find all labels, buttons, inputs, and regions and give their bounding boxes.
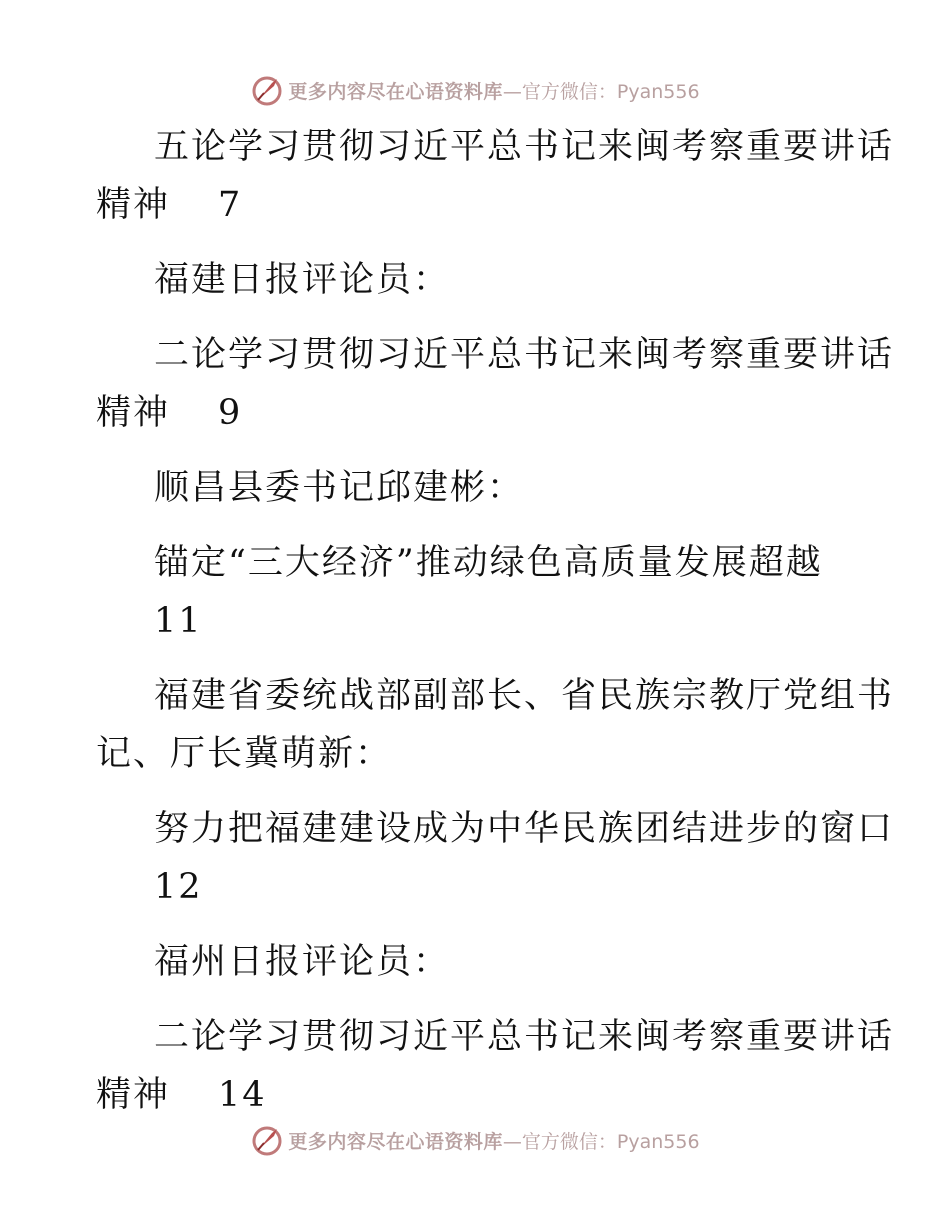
toc-page-number: 11 [154, 601, 203, 641]
toc-title-line: 二论学习贯彻习近平总书记来闽考察重要讲话 [154, 335, 895, 375]
toc-author-line: 顺昌县委书记邱建彬： [154, 468, 525, 508]
quill-logo-icon [250, 73, 284, 107]
toc-page-number: 14 [218, 1075, 267, 1115]
footer-wechat-text: —官方微信：Pyan556 [502, 1130, 700, 1153]
header-banner [0, 70, 950, 110]
toc-title-continuation [96, 176, 846, 234]
toc-author-line: 福州日报评论员： [154, 942, 451, 982]
header-brand-text: 更多内容尽在心语资料库 [288, 80, 503, 103]
toc-title-tail: 精神 [96, 393, 171, 433]
toc-title-line: 五论学习贯彻习近平总书记来闽考察重要讲话 [154, 127, 895, 167]
toc-author-line: 福建日报评论员： [154, 260, 451, 300]
toc-page-number: 7 [218, 185, 243, 225]
header-wechat-text: —官方微信：Pyan556 [502, 80, 700, 103]
toc-title-line: 锚定“三大经济”推动绿色高质量发展超越 [154, 543, 823, 583]
toc-title-tail: 精神 [96, 185, 171, 225]
toc-content [96, 118, 895, 1124]
footer-banner [0, 1120, 950, 1160]
toc-title-continuation [96, 1066, 846, 1124]
toc-title-line: 努力把福建建设成为中华民族团结进步的窗口 [154, 809, 895, 849]
toc-author-continuation: 记、厅长冀萌新： [96, 734, 393, 774]
footer-brand-text: 更多内容尽在心语资料库 [288, 1130, 503, 1153]
toc-title-line: 二论学习贯彻习近平总书记来闽考察重要讲话 [154, 1017, 895, 1057]
toc-page-number: 9 [218, 393, 243, 433]
toc-author-line: 福建省委统战部副部长、省民族宗教厅党组书 [154, 676, 895, 716]
quill-logo-icon [250, 1123, 284, 1157]
toc-title-continuation [96, 384, 846, 442]
toc-title-tail: 精神 [96, 1075, 171, 1115]
toc-page-number: 12 [154, 867, 203, 907]
